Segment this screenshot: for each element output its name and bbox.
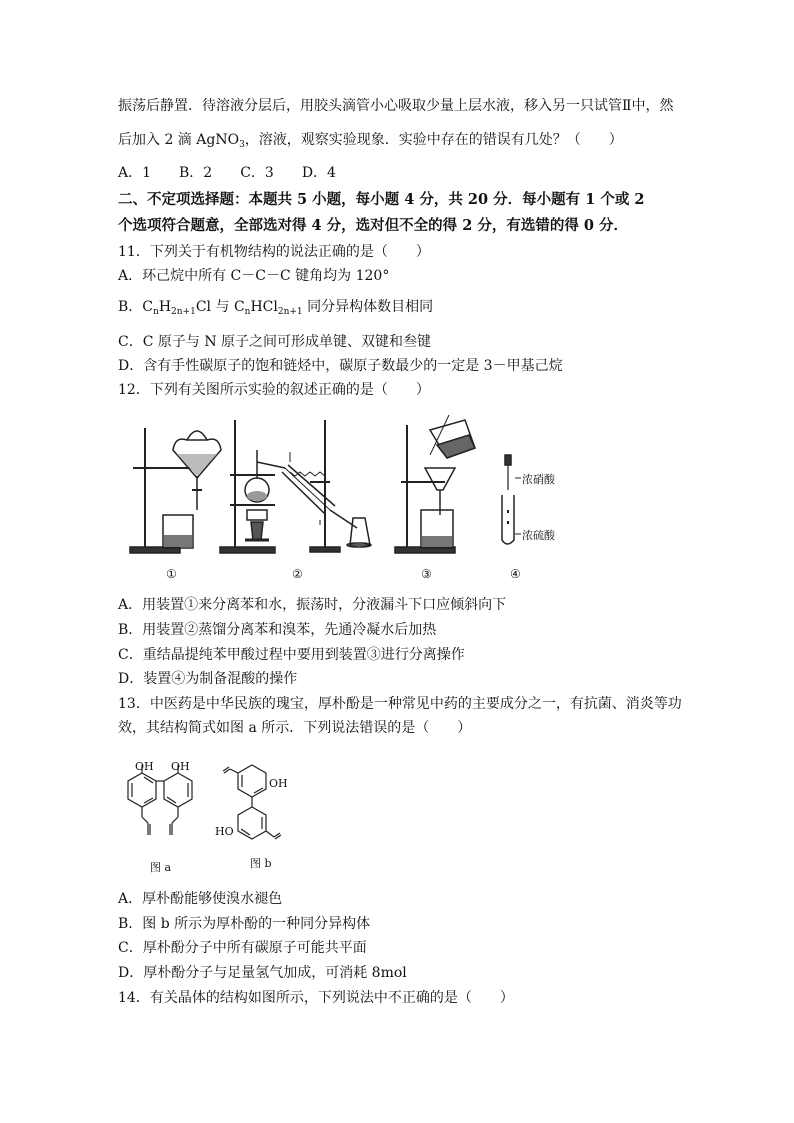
formula1-sub: 2n+1 [171,307,196,317]
q11-option-b [118,297,433,322]
q12-option-d: D．装置④为制备混酸的操作 [118,671,298,687]
q13-option-c: C．厚朴酚分子中所有碳原子可能共平面 [118,940,367,956]
q14-stem: 14．有关晶体的结构如图所示，下列说法中不正确的是（ ） [118,990,514,1006]
q10-stem-line2 [118,130,623,155]
q10-stem-line2-sub: 3 [239,140,245,150]
fig-label-4: ④ [510,567,521,581]
q10-stem-line1: 振荡后静置．待溶液分层后，用胶头滴管小心吸取少量上层水液，移入另一只试管Ⅱ中，然 [118,98,674,114]
section2-heading-line1: 二、不定项选择题：本题共 5 小题，每小题 4 分，共 20 分．每小题有 1 个或 2 [118,191,645,208]
q10-stem-line2-b: ，溶液，观察实验现象．实验中存在的错误有几处？（ ） [244,132,623,148]
q13-stem-line2: 效，其结构简式如图 a 所示．下列说法错误的是（ ） [118,720,472,736]
q13-option-d: D．厚朴酚分子与足量氢气加成，可消耗 8mol [118,965,407,981]
structure-a-oh-right: OH [171,760,190,773]
q10-stem-line2-a: 后加入 2 滴 AgNO [118,132,240,148]
q12-apparatus-figure [125,410,565,580]
q11-option-d: D．含有手性碳原子的饱和链烃中，碳原子数最少的一定是 3－甲基己烷 [118,358,563,374]
fig-label-3: ③ [421,567,432,581]
structure-a-caption: 图 a [150,861,172,874]
apparatus-3-filtration [395,415,475,553]
apparatus-2-distillation [220,420,371,553]
formula2-c: C [233,299,245,315]
q12-option-b: B．用装置②蒸馏分离苯和溴苯，先通冷凝水后加热 [118,622,437,638]
q12-option-a: A．用装置①来分离苯和水，振荡时，分液漏斗下口应倾斜向下 [118,597,507,613]
q10-options: A．1 B．2 C．3 D．4 [118,165,336,181]
q11-option-a: A．环己烷中所有 C－C－C 键角均为 120° [118,268,390,284]
formula2-sub: 2n+1 [277,307,303,317]
formula1-h: H [158,299,172,315]
q11-option-b-suffix: 同分异构体数目相同 [302,299,434,315]
label-conc-nitric-acid: 浓硝酸 [522,473,555,486]
formula2-n: n [244,307,251,317]
q13-stem-line1: 13．中医药是中华民族的瑰宝，厚朴酚是一种常见中药的主要成分之一，有抗菌、消炎等功 [118,696,682,712]
formula2-hcl: HCl [250,299,278,315]
q12-option-c: C．重结晶提纯苯甲酸过程中要用到装置③进行分离操作 [118,647,465,663]
q13-option-a: A．厚朴酚能够使溴水褪色 [118,891,283,907]
fig-label-2: ② [292,567,303,581]
formula1-n: n [153,307,159,317]
q11-option-c: C．C 原子与 N 原子之间可形成单键、双键和叁键 [118,334,432,350]
fig-label-1: ① [166,567,177,581]
q13-option-b: B．图 b 所示为厚朴酚的一种同分异构体 [118,916,371,932]
formula1-c: C [142,299,154,315]
label-conc-sulfuric-acid: 浓硫酸 [522,529,555,542]
structure-b-caption: 图 b [250,857,272,870]
apparatus-1-separatory-funnel [130,428,221,553]
q11-option-b-mid: 与 [211,299,234,315]
q12-stem: 12．下列有关图所示实验的叙述正确的是（ ） [118,382,430,398]
q11-option-b-prefix: B． [118,299,143,315]
structure-b-ho: HO [215,825,234,838]
q11-stem: 11．下列关于有机物结构的说法正确的是（ ） [118,244,430,260]
formula1-cl: Cl [195,299,212,315]
apparatus-4-test-tube [502,455,521,544]
section2-heading-line2: 个选项符合题意，全部选对得 4 分，选对但不全的得 2 分，有选错的得 0 分． [118,217,629,234]
structure-a-oh-left: OH [135,760,154,773]
structure-b-oh: OH [269,777,288,790]
